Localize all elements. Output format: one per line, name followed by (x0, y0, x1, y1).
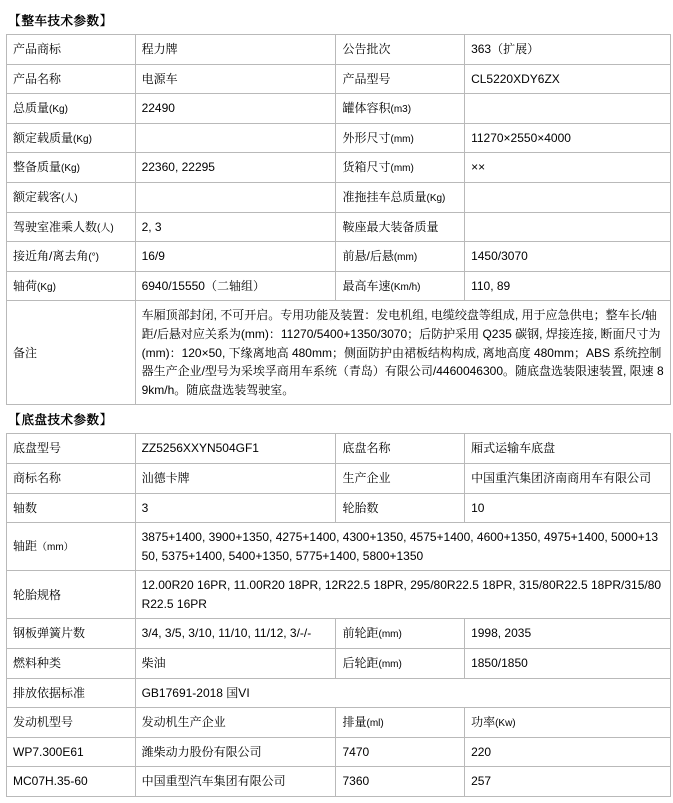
chassis-spec-table (6, 433, 671, 797)
row-label: 鞍座最大装备质量 (336, 212, 465, 242)
row-label: 接近角/离去角(°) (7, 242, 136, 272)
row-value: 11270×2550×4000 (465, 123, 671, 153)
row-value: 363（扩展） (465, 35, 671, 65)
engine-model: MC07H.35-60 (7, 767, 136, 797)
table-row (7, 212, 671, 242)
row-label: 后轮距(mm) (336, 649, 465, 679)
row-value: 1450/3070 (465, 242, 671, 272)
table-row-emission (7, 678, 671, 708)
table-row (7, 153, 671, 183)
tire-value: 12.00R20 16PR, 11.00R20 18PR, 12R22.5 18PR, 295/80R22.5 18PR, 315/80R22.5 18PR/315/80R22.5 16PR (135, 571, 670, 619)
row-value: 厢式运输车底盘 (465, 434, 671, 464)
bracket-right-icon: 】 (99, 412, 114, 428)
table-row (7, 242, 671, 272)
table-row (7, 463, 671, 493)
row-label: 整备质量(Kg) (7, 153, 136, 183)
row-label: 额定载客(人) (7, 182, 136, 212)
section-title-chassis (8, 409, 669, 428)
section-title-text: 整车技术参数 (21, 13, 100, 28)
row-value (135, 123, 336, 153)
emission-value: GB17691-2018 国VI (135, 678, 670, 708)
row-value: 10 (465, 493, 671, 523)
row-label: 底盘型号 (7, 434, 136, 464)
row-label: 轴数 (7, 493, 136, 523)
row-label: 轮胎数 (336, 493, 465, 523)
engine-displacement: 7470 (336, 737, 465, 767)
table-row (7, 64, 671, 94)
row-label: 钢板弹簧片数 (7, 619, 136, 649)
table-row-note (7, 301, 671, 405)
table-row-engine-header (7, 708, 671, 738)
table-row-wheelbase (7, 523, 671, 571)
row-label: 外形尺寸(mm) (336, 123, 465, 153)
row-value: ZZ5256XXYN504GF1 (135, 434, 336, 464)
row-label: 前轮距(mm) (336, 619, 465, 649)
bracket-left-icon: 【 (8, 412, 22, 428)
table-row (7, 182, 671, 212)
row-value: 3/4, 3/5, 3/10, 11/10, 11/12, 3/-/- (135, 619, 336, 649)
wheelbase-label: 轴距（mm） (7, 523, 136, 571)
table-row (7, 35, 671, 65)
row-value: 汕德卡牌 (135, 463, 336, 493)
bracket-right-icon: 】 (99, 13, 114, 28)
row-label: 生产企业 (336, 463, 465, 493)
row-value: 110, 89 (465, 271, 671, 301)
table-row-tire (7, 571, 671, 619)
row-value: 柴油 (135, 649, 336, 679)
engine-displacement-header: 排量(ml) (336, 708, 465, 738)
row-label: 产品型号 (336, 64, 465, 94)
table-row (7, 94, 671, 124)
row-value: 电源车 (135, 64, 336, 94)
row-label: 货箱尺寸(mm) (336, 153, 465, 183)
row-label: 额定载质量(Kg) (7, 123, 136, 153)
row-label: 产品名称 (7, 64, 136, 94)
row-label: 罐体容积(m3) (336, 94, 465, 124)
row-value: 6940/15550（二轴组） (135, 271, 336, 301)
row-value: 3 (135, 493, 336, 523)
vehicle-spec-table (6, 34, 671, 405)
row-value: 1850/1850 (465, 649, 671, 679)
engine-power-header: 功率(Kw) (465, 708, 671, 738)
row-value (465, 94, 671, 124)
engine-displacement: 7360 (336, 767, 465, 797)
row-label: 底盘名称 (336, 434, 465, 464)
engine-power: 257 (465, 767, 671, 797)
emission-label: 排放依据标准 (7, 678, 136, 708)
row-value: 22490 (135, 94, 336, 124)
row-value (465, 212, 671, 242)
tire-label: 轮胎规格 (7, 571, 136, 619)
table-row (7, 123, 671, 153)
note-label: 备注 (7, 301, 136, 405)
row-value: 2, 3 (135, 212, 336, 242)
engine-maker: 中国重型汽车集团有限公司 (135, 767, 336, 797)
table-row (7, 649, 671, 679)
table-row (7, 434, 671, 464)
row-label: 商标名称 (7, 463, 136, 493)
row-label: 驾驶室准乘人数(人) (7, 212, 136, 242)
row-label: 燃料种类 (7, 649, 136, 679)
row-label: 总质量(Kg) (7, 94, 136, 124)
row-value: 中国重汽集团济南商用车有限公司 (465, 463, 671, 493)
engine-model: WP7.300E61 (7, 737, 136, 767)
engine-maker-header: 发动机生产企业 (135, 708, 336, 738)
row-label: 公告批次 (336, 35, 465, 65)
table-row (7, 737, 671, 767)
row-label: 最高车速(Km/h) (336, 271, 465, 301)
row-label: 前悬/后悬(mm) (336, 242, 465, 272)
row-value: 22360, 22295 (135, 153, 336, 183)
row-value: ×× (465, 153, 671, 183)
row-value: CL5220XDY6ZX (465, 64, 671, 94)
row-value: 程力牌 (135, 35, 336, 65)
note-value: 车厢顶部封闭, 不可开启。专用功能及装置：发电机组, 电缆绞盘等组成, 用于应急供电；整车长/轴距/后悬对应关系为(mm)：11270/5400+1350/3070；后防护采用 Q235 碳钢, 焊接连接, 断面尺寸为(mm)：120×50, 下缘离地高 480mm；侧面防护由裙板结构构成, 离地高度 480mm；ABS 系统控制器生产企业/型号为采埃孚商用车系统（青岛）有限公司/4460046300。随底盘选装限速装置, 限速 89km/h。随底盘选装驾驶室。 (135, 301, 670, 405)
row-label: 产品商标 (7, 35, 136, 65)
wheelbase-value: 3875+1400, 3900+1350, 4275+1400, 4300+1350, 4575+1400, 4600+1350, 4975+1400, 5000+1350, 5375+1400, 5400+1350, 5775+1400, 5800+1350 (135, 523, 670, 571)
engine-maker: 潍柴动力股份有限公司 (135, 737, 336, 767)
table-row (7, 767, 671, 797)
section-title-text: 底盘技术参数 (21, 412, 100, 427)
row-value: 1998, 2035 (465, 619, 671, 649)
row-value (135, 182, 336, 212)
row-label: 轴荷(Kg) (7, 271, 136, 301)
engine-power: 220 (465, 737, 671, 767)
section-title-vehicle (8, 10, 669, 29)
row-label: 准拖挂车总质量(Kg) (336, 182, 465, 212)
engine-model-header: 发动机型号 (7, 708, 136, 738)
row-value: 16/9 (135, 242, 336, 272)
table-row (7, 493, 671, 523)
table-row (7, 271, 671, 301)
bracket-left-icon: 【 (8, 13, 22, 28)
row-value (465, 182, 671, 212)
table-row (7, 619, 671, 649)
